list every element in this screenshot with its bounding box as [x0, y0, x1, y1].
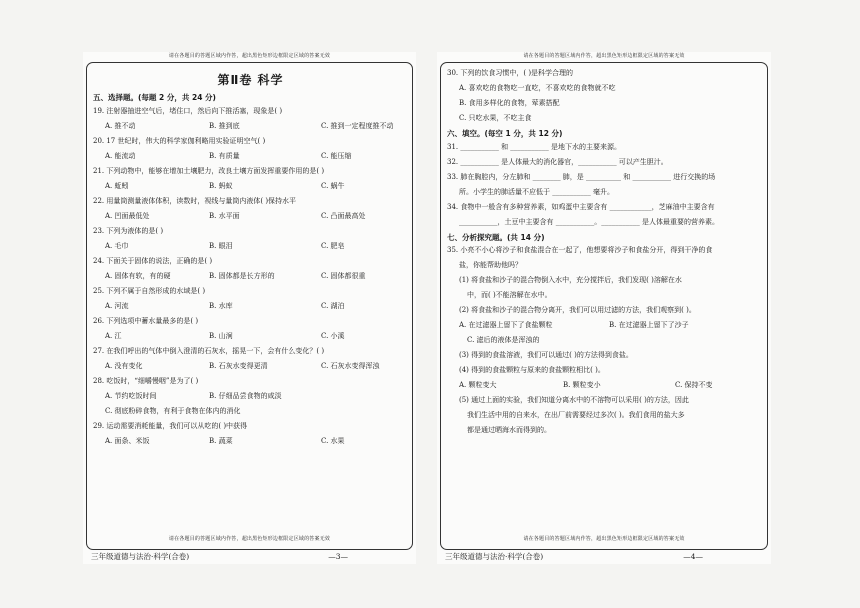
- option[interactable]: C. 凸面最高处: [321, 211, 366, 220]
- question: 19. 注射器抽进空气后，堵住口，然后向下推活塞，现象是( ): [93, 106, 283, 115]
- question: 23. 下列为液体的是( ): [93, 226, 164, 235]
- options: [105, 153, 408, 160]
- option[interactable]: B. 固体都是长方形的: [209, 271, 275, 280]
- page-4-content: [447, 70, 763, 442]
- page-footer: [445, 551, 763, 562]
- option[interactable]: B. 仔细品尝食物的咸淡: [209, 391, 282, 400]
- option[interactable]: A. 颗粒变大: [459, 381, 497, 389]
- option[interactable]: C. 滤后的液体是浑浊的: [467, 336, 540, 344]
- question: 30. 下列的饮食习惯中，( )是科学合理的: [447, 69, 574, 77]
- question: 22. 用量筒测量液体体积，读数时，视线与量筒内液体( )保持水平: [93, 196, 297, 205]
- option[interactable]: C. 小溪: [321, 331, 345, 340]
- sub-question: (3) 得到的食盐溶液，我们可以通过( )的方法得到食盐。: [459, 351, 633, 359]
- option[interactable]: A. 喜欢吃的食物吃一直吃，不喜欢吃的食物就不吃: [459, 84, 616, 92]
- section-heading: 七、分析探究题。(共 14 分): [447, 232, 545, 242]
- page-footer: [91, 551, 408, 562]
- option[interactable]: B. 食用多样化的食物，荤素搭配: [459, 99, 560, 107]
- option[interactable]: B. 水平面: [209, 211, 240, 220]
- options: [105, 213, 408, 220]
- sub-question-continued: 都是通过晒海水而得到的。: [467, 426, 551, 434]
- question-continued: 所。小学生的肺活量不应低于 ___________ 毫升。: [459, 187, 614, 196]
- option[interactable]: A. 蚯蚓: [105, 181, 129, 190]
- option[interactable]: C. 石灰水变得浑浊: [321, 361, 380, 370]
- option[interactable]: A. 河流: [105, 301, 129, 310]
- option[interactable]: B. 颗粒变小: [563, 381, 601, 389]
- footer-title: 三年级道德与法治·科学(合卷): [91, 552, 190, 561]
- question: 33. 肺在胸腔内，分左肺和 ________ 肺，是 __________ 和 ___________ 进行交换的场: [447, 172, 716, 181]
- question: 28. 吃饭时，“细嚼慢咽”是为了( ): [93, 376, 199, 385]
- option[interactable]: B. 在过滤器上留下了沙子: [609, 321, 689, 329]
- option[interactable]: C. 蜗牛: [321, 181, 345, 190]
- options: [105, 123, 408, 130]
- option[interactable]: B. 水库: [209, 301, 233, 310]
- options: [105, 438, 408, 445]
- option[interactable]: B. 蔬菜: [209, 436, 233, 445]
- option[interactable]: A. 固体有软，有的硬: [105, 271, 171, 280]
- option[interactable]: A. 江: [105, 331, 122, 340]
- options: [105, 243, 408, 250]
- option[interactable]: C. 湖泊: [321, 301, 345, 310]
- sub-question-continued: 我们生活中用的自来水，在出厂前需要经过多次( )。我们食用的盐大多: [467, 411, 685, 419]
- options: [459, 322, 763, 329]
- options: [105, 273, 408, 280]
- question-continued: 盐，你能帮助他吗？: [459, 261, 522, 269]
- question: 25. 下列不属于自然形成的水域是( ): [93, 286, 206, 295]
- question: 32. ___________ 是人体最大的消化器官，___________ 可以产生胆汁。: [447, 157, 668, 166]
- option[interactable]: C. 固体都很重: [321, 271, 366, 280]
- option[interactable]: A. 推不动: [105, 121, 136, 130]
- section-heading: 六、填空。(每空 1 分，共 12 分): [447, 129, 563, 138]
- question: 21. 下列动物中，能够在增加土壤肥力，改良土壤方面发挥重要作用的是( ): [93, 166, 325, 175]
- exam-part-title: 第Ⅱ卷 科学: [217, 73, 284, 87]
- sub-question-continued: 中，而( )不能溶解在水中。: [467, 291, 552, 299]
- page-3: [83, 52, 416, 564]
- answer-area-notice-bottom: 请在各题目的答题区域内作答，超出黑色矩形边框限定区域的答案无效: [523, 536, 685, 542]
- options: [105, 363, 408, 370]
- option[interactable]: B. 山涧: [209, 331, 233, 340]
- question: 26. 下列选项中蓄水量最多的是( ): [93, 316, 199, 325]
- page-number: —3—: [328, 552, 348, 561]
- question: 27. 在我们呼出的气体中倒入澄清的石灰水，摇晃一下，会有什么变化？( ): [93, 346, 325, 355]
- option[interactable]: A. 面条、米饭: [105, 436, 150, 445]
- page-number: —4—: [683, 552, 703, 561]
- option[interactable]: C. 水果: [321, 436, 345, 445]
- option[interactable]: C. 保持不变: [675, 381, 713, 389]
- option[interactable]: B. 眼泪: [209, 241, 233, 250]
- sub-question: (2) 将食盐和沙子的混合物分离开，我们可以用过滤的方法，我们观察到( )。: [459, 306, 696, 314]
- option[interactable]: B. 有质量: [209, 151, 240, 160]
- option[interactable]: C. 彻底粉碎食物，有利于食物在体内的消化: [105, 406, 241, 415]
- option[interactable]: A. 凹面最低处: [105, 211, 150, 220]
- option[interactable]: A. 没有变化: [105, 361, 143, 370]
- option[interactable]: B. 推到底: [209, 121, 240, 130]
- footer-title: 三年级道德与法治·科学(合卷): [445, 552, 544, 561]
- options: [459, 382, 763, 389]
- section-heading: 五、选择题。(每题 2 分，共 24 分): [93, 93, 216, 102]
- option[interactable]: C. 只吃水果，不吃主食: [459, 114, 532, 122]
- question: 29. 运动需要消耗能量，我们可以从吃的( )中获得: [93, 421, 248, 430]
- sub-question: (5) 通过上面的实验，我们知道分离水中的不溶物可以采用( )的方法，因此: [459, 396, 689, 404]
- options: [105, 333, 408, 340]
- option[interactable]: A. 节约吃饭时间: [105, 391, 157, 400]
- options: [105, 393, 408, 400]
- option[interactable]: A. 能流动: [105, 151, 136, 160]
- question: 20. 17 世纪时，伟大的科学家伽利略用实验证明空气( ): [93, 136, 266, 145]
- page-3-content: [93, 70, 408, 453]
- answer-area-notice-top: 请在各题目的答题区域内作答，超出黑色矩形边框限定区域的答案无效: [168, 53, 331, 59]
- option[interactable]: B. 蚂蚁: [209, 181, 233, 190]
- question: 31. ___________ 和 ___________ 是地下水的主要来源。: [447, 142, 622, 151]
- question: 24. 下面关于固体的说法，正确的是( ): [93, 256, 213, 265]
- page-4: [437, 52, 771, 564]
- sub-question: (4) 得到的食盐颗粒与原来的食盐颗粒相比( )。: [459, 366, 605, 374]
- option[interactable]: C. 能压缩: [321, 151, 352, 160]
- option[interactable]: A. 在过滤器上留下了食盐颗粒: [459, 321, 553, 329]
- question: 34. 食物中一般含有多种营养素，如鸡蛋中主要含有 ____________，芝麻油中主要含有: [447, 202, 715, 211]
- question-continued: ___________，土豆中主要含有 ___________。___________ 是人体最重要的营养素。: [459, 217, 719, 226]
- option[interactable]: C. 推到一定程度推不动: [321, 121, 394, 130]
- question: 35. 小亮不小心将沙子和食盐混合在一起了，他想要将沙子和食盐分开，得到干净的食: [447, 246, 713, 254]
- answer-area-notice-top: 请在各题目的答题区域内作答，超出黑色矩形边框限定区域的答案无效: [523, 53, 685, 59]
- options: [105, 303, 408, 310]
- options: [105, 183, 408, 190]
- option[interactable]: A. 毛巾: [105, 241, 129, 250]
- answer-area-notice-bottom: 请在各题目的答题区域内作答，超出黑色矩形边框限定区域的答案无效: [168, 536, 331, 542]
- option[interactable]: B. 石灰水变得更清: [209, 361, 268, 370]
- option[interactable]: C. 肥皂: [321, 241, 345, 250]
- sub-question: (1) 将食盐和沙子的混合物倒入水中，充分搅拌后，我们发现( )溶解在水: [459, 276, 682, 284]
